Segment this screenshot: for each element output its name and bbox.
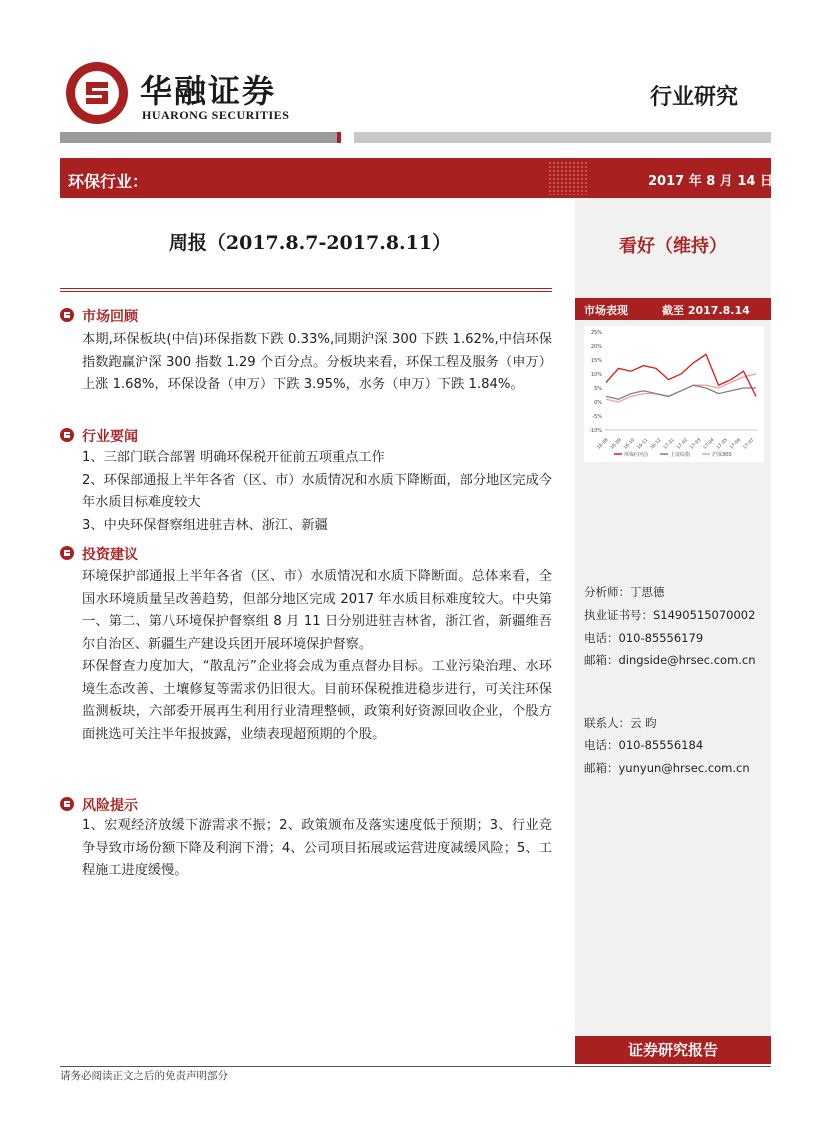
x-tick-label: 16-11 <box>636 437 650 451</box>
x-tick-label: 16-08 <box>596 437 610 451</box>
company-logo <box>66 62 128 124</box>
x-tick-label: 17-06 <box>729 437 743 451</box>
analyst-phone: 电话：010-85556179 <box>584 631 704 645</box>
paragraph: 2、环保部通报上半年各省（区、市）水质情况和水质下降断面，部分地区完成今年水质目标难度较大 <box>82 472 552 510</box>
y-tick-label: 5% <box>594 386 602 392</box>
paragraph: 1、宏观经济放缓下游需求不振；2、政策颁布及落实速度低于预期；3、行业竞争导致市场份额下降及利润下滑；4、公司项目拓展或运营进度减缓风险；5、工程施工进度缓慢。 <box>82 818 552 878</box>
market-performance-label: 市场表现 <box>584 304 628 317</box>
x-tick-label: 16-12 <box>649 437 663 451</box>
paragraph: 环保督查力度加大，“散乱污”企业将会成为重点督办目标。工业污染治理、水环境生态改善、土壤修复等需求仍旧很大。目前环保税推进稳步进行，可关注环保监测板块，六部委开展再生利用行业清理整顿，政策利好资源回收企业，个股方面挑选可关注半年报披露，业绩表现超预期的个股。 <box>82 659 552 742</box>
chart-svg <box>584 326 764 462</box>
y-tick-label: 10% <box>590 372 602 378</box>
legend-label: 上证综指 <box>670 452 691 458</box>
paragraph: 3、中央环保督察组进驻吉林、浙江、新疆 <box>82 517 328 533</box>
x-tick-label: 17-05 <box>716 437 729 451</box>
x-tick-label: 17-03 <box>689 437 703 451</box>
contact-email[interactable]: 邮箱：yunyun@hrsec.com.cn <box>584 761 750 775</box>
section-body-investment-advice <box>82 566 552 746</box>
section-bullet-icon <box>60 428 74 442</box>
section-title-investment-advice: 投资建议 <box>82 547 138 563</box>
market-performance-chart <box>584 326 764 462</box>
brand-name-en: HUARONG SECURITIES <box>142 108 290 122</box>
banner-dot-pattern <box>548 161 588 195</box>
y-tick-label: 15% <box>590 358 602 364</box>
title-rule-bottom <box>60 291 552 292</box>
x-tick-label: 16-10 <box>623 437 636 451</box>
section-bullet-icon <box>60 546 74 560</box>
title-rule-top <box>60 288 552 289</box>
sector-label: 环保行业： <box>68 172 149 191</box>
header-divider-right <box>354 132 771 143</box>
report-tag: 证券研究报告 <box>575 1036 771 1064</box>
paragraph: 环境保护部通报上半年各省（区、市）水质情况和水质下降断面。总体来看，全国水环境质量呈改善趋势，但部分地区完成 2017 年水质目标难度较大。中央第一、第二、第八环境保护督察组 8 月 11 日分别进驻吉林省，浙江省，新疆维吾尔自治区、新疆生产建设兵团开展环境保护督察。 <box>82 569 552 652</box>
analyst-cert: 执业证书号：S1490515070002 <box>584 608 756 622</box>
disclaimer-note: 请务必阅读正文之后的免责声明部分 <box>60 1070 228 1082</box>
contact-phone: 电话：010-85556184 <box>584 738 704 752</box>
market-as-of-date: 截至 2017.8.14 <box>662 304 750 317</box>
footer-divider <box>60 1066 771 1067</box>
y-tick-label: -10% <box>589 428 602 434</box>
x-tick-label: 17-07 <box>742 437 756 451</box>
section-title-industry-news: 行业要闻 <box>82 429 138 445</box>
section-body-market-review <box>82 329 552 397</box>
legend-label: 沪深300 <box>712 452 732 458</box>
section-title-market-review: 市场回顾 <box>82 309 138 325</box>
section-bullet-icon <box>60 797 74 811</box>
x-tick-label: 17-01 <box>662 437 676 451</box>
section-body-industry-news <box>82 447 552 537</box>
report-title: 周报（2017.8.7-2017.8.11） <box>168 232 452 254</box>
y-tick-label: 20% <box>590 344 602 350</box>
analyst-name: 分析师：丁思德 <box>584 585 665 599</box>
header-divider-left <box>60 132 337 143</box>
x-tick-label: 17-04 <box>702 437 716 451</box>
header-divider-accent <box>337 132 341 143</box>
paragraph: 1、三部门联合部署 明确环保税开征前五项重点工作 <box>82 450 385 465</box>
legend-label: 环保(中信) <box>624 452 648 458</box>
contact-name: 联系人：云 昀 <box>584 716 657 730</box>
paragraph: 本期,环保板块(中信)环保指数下跌 0.33%,同期沪深 300 下跌 1.62%,中信环保指数跑赢沪深 300 指数 1.29 个百分点。分板块来看，环保工程及服务（申万）上涨 1.68%，环保设备（申万）下跌 3.95%，水务（申万）下跌 1.84%。 <box>82 332 552 392</box>
document-type: 行业研究 <box>650 84 739 110</box>
x-tick-label: 16-09 <box>609 437 623 451</box>
section-body-risk-warning <box>82 815 552 883</box>
x-tick-label: 17-02 <box>676 437 690 451</box>
y-tick-label: -5% <box>592 414 602 420</box>
y-tick-label: 25% <box>590 330 602 336</box>
analyst-email[interactable]: 邮箱：dingside@hrsec.com.cn <box>584 653 756 667</box>
brand-name-cn: 华融证券 <box>140 72 277 110</box>
section-bullet-icon <box>60 308 74 322</box>
y-tick-label: 0% <box>594 400 602 406</box>
report-date: 2017 年 8 月 14 日 <box>648 174 773 189</box>
industry-rating: 看好（维持） <box>619 236 727 257</box>
section-title-risk-warning: 风险提示 <box>82 798 138 814</box>
